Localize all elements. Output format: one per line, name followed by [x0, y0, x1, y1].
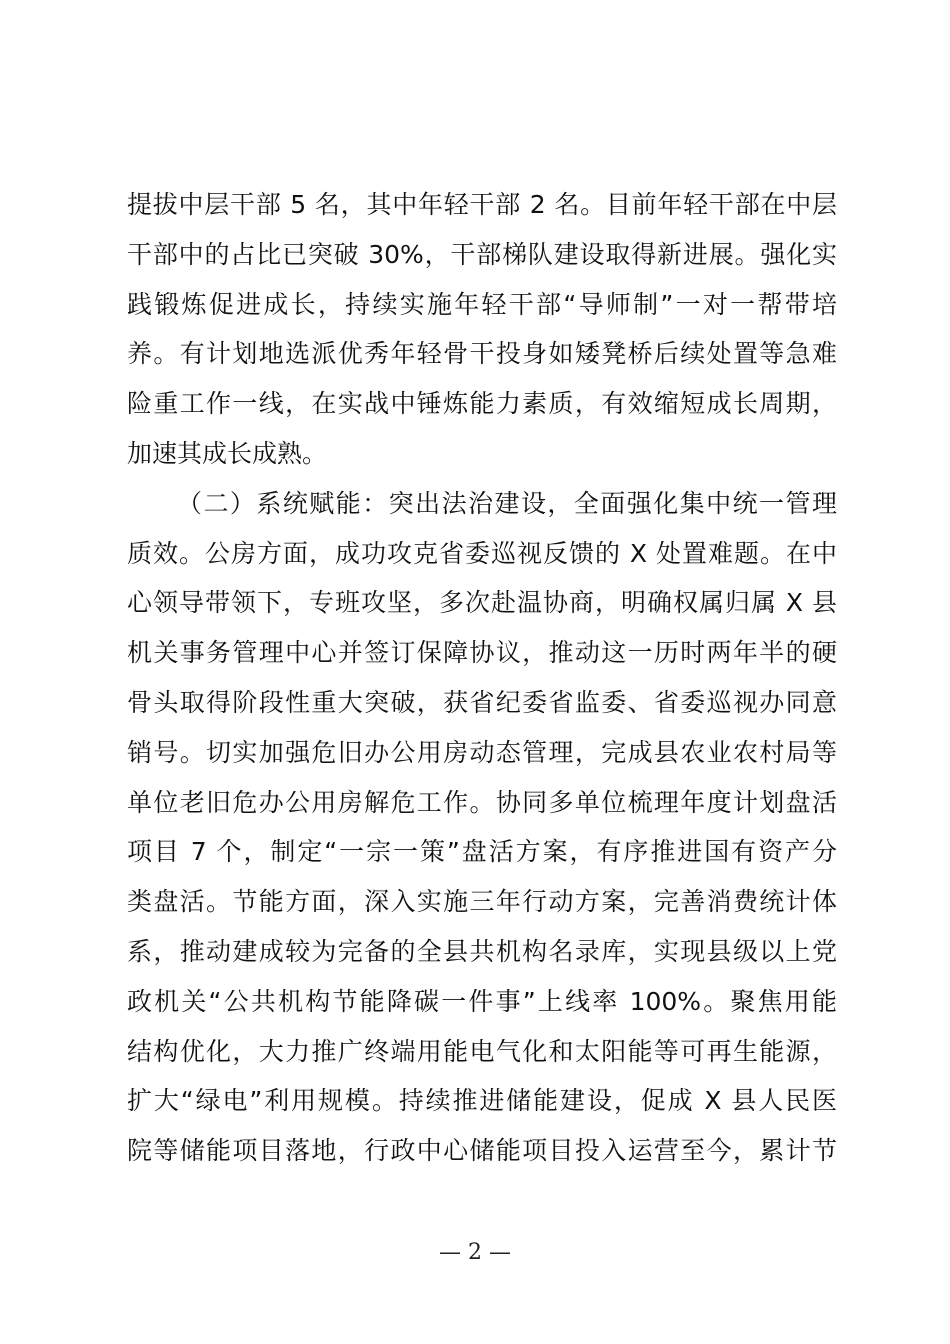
text-line: 养。有计划地选派优秀年轻骨干投身如矮凳桥后续处置等急难 [127, 339, 837, 369]
text-line: 险重工作一线，在实战中锤炼能力素质，有效缩短成长周期， [127, 389, 837, 419]
text-line: 政机关“公共机构节能降碳一件事”上线率 100%。聚焦用能 [127, 986, 837, 1016]
text-line: 干部中的占比已突破 30%，干部梯队建设取得新进展。强化实 [127, 239, 837, 269]
body-text [127, 180, 837, 1176]
text-line: 机关事务管理中心并签订保障协议，推动这一历时两年半的硬 [127, 638, 837, 668]
text-line: 质效。公房方面，成功攻克省委巡视反馈的 X 处置难题。在中 [127, 538, 837, 568]
section-heading-line: （二）系统赋能：突出法治建设，全面强化集中统一管理 [177, 488, 837, 518]
text-line: 扩大“绿电”利用规模。持续推进储能建设，促成 X 县人民医 [127, 1086, 837, 1116]
text-line: 销号。切实加强危旧办公用房动态管理，完成县农业农村局等 [127, 737, 837, 767]
text-line: 单位老旧危办公用房解危工作。协同多单位梳理年度计划盘活 [127, 787, 837, 817]
text-line: 类盘活。节能方面，深入实施三年行动方案，完善消费统计体 [127, 887, 837, 917]
text-line: 加速其成长成熟。 [127, 438, 328, 468]
paragraph [127, 479, 837, 1176]
text-line: 结构优化，大力推广终端用能电气化和太阳能等可再生能源， [127, 1036, 837, 1066]
paragraph [127, 180, 837, 479]
text-line: 系，推动建成较为完备的全县共机构名录库，实现县级以上党 [127, 936, 837, 966]
text-line: 践锻炼促进成长，持续实施年轻干部“导师制”一对一帮带培 [127, 289, 837, 319]
text-line: 提拔中层干部 5 名，其中年轻干部 2 名。目前年轻干部在中层 [127, 190, 837, 219]
text-line: 骨头取得阶段性重大突破，获省纪委省监委、省委巡视办同意 [127, 687, 837, 717]
text-line: 心领导带领下，专班攻坚，多次赴温协商，明确权属归属 X 县 [127, 588, 837, 618]
text-line: 院等储能项目落地，行政中心储能项目投入运营至今，累计节 [127, 1136, 837, 1166]
text-line: 项目 7 个，制定“一宗一策”盘活方案，有序推进国有资产分 [127, 837, 837, 867]
page-number: — 2 — [439, 1240, 511, 1265]
